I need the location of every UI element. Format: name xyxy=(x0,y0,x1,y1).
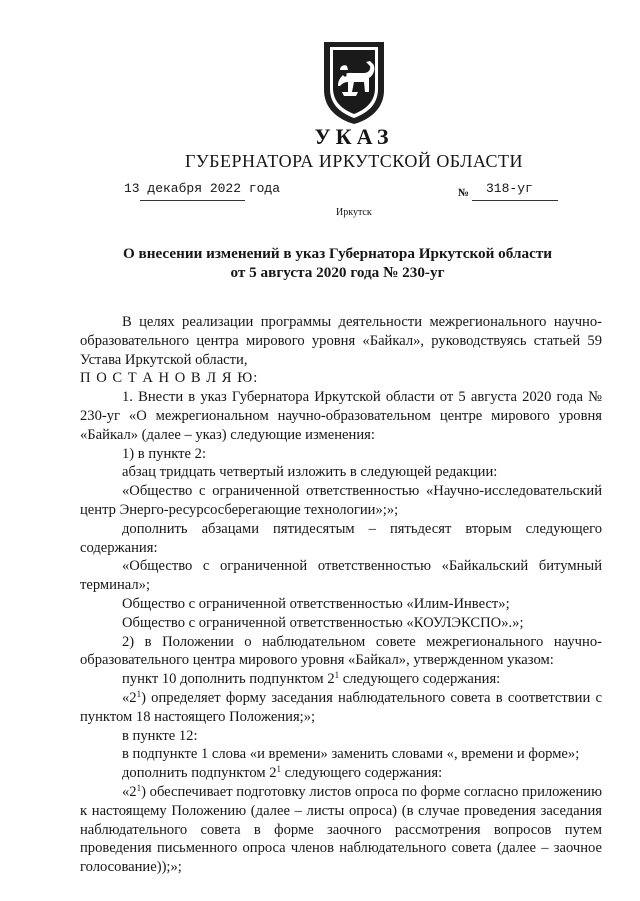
document-number: 318-уг xyxy=(486,181,533,196)
city-name: Иркутск xyxy=(336,207,372,218)
date-underline xyxy=(140,200,245,201)
paragraph-text: дополнить абзацами пятидесятым – пятьдесят вторым следующего содержания: xyxy=(80,520,602,556)
superscript: 1 xyxy=(136,782,142,793)
text-fragment: следующего содержания: xyxy=(281,765,443,782)
paragraph-text: абзац тридцать четвертый изложить в следующей редакции: xyxy=(122,464,498,481)
number-sign: № xyxy=(458,187,470,199)
paragraph-resolve: П О С Т А Н О В Л Я Ю: xyxy=(80,370,259,387)
paragraph-preamble: В целях реализации программы деятельности межрегионального научно-образовательного центра мирового уровня «Байкал», руководствуясь статьей 59 Устава Иркутской области, xyxy=(80,314,602,368)
paragraph-quote: «Общество с ограниченной ответственностью «Научно-исследовательский центр Энерго-ресурсосберегающие технологии»;»; xyxy=(80,483,602,518)
text-fragment: пункт 10 дополнить подпунктом 2 xyxy=(122,671,335,688)
paragraph-text: Общество с ограниченной ответственностью «Илим-Инвест»; xyxy=(122,595,510,612)
paragraph-text: в подпункте 1 слова «и времени» заменить словами «, времени и форме»; xyxy=(122,746,580,763)
paragraph-text xyxy=(80,764,602,783)
document-type-title: УКАЗ xyxy=(314,124,394,149)
superscript: 1 xyxy=(136,688,142,699)
paragraph-quote xyxy=(80,783,602,877)
text-fragment: «2 xyxy=(122,689,137,706)
paragraph-quote: «Общество с ограниченной ответственностью «Байкальский битумный терминал»; xyxy=(80,558,602,594)
superscript: 1 xyxy=(276,764,282,775)
paragraph-item-1: 1. Внести в указ Губернатора Иркутской области от 5 августа 2020 года № 230-уг «О межрегиональном научно-образовательном центре мирового уровня «Байкал» (далее – указ) следующие изменения: xyxy=(80,389,602,443)
paragraph-text: в пункте 12: xyxy=(122,727,198,744)
paragraph-quote xyxy=(80,689,602,727)
superscript: 1 xyxy=(334,670,340,681)
paragraph-subitem-2: 2) в Положении о наблюдательном совете межрегионального научно-образовательного центра мирового уровня «Байкал», утвержденном указом: xyxy=(80,633,602,669)
paragraph-subitem-1: 1) в пункте 2: xyxy=(122,445,207,462)
number-underline xyxy=(472,200,558,201)
issuer-title: ГУБЕРНАТОРА ИРКУТСКОЙ ОБЛАСТИ xyxy=(184,151,524,171)
text-fragment: «2 xyxy=(122,783,137,800)
document-heading-line-2: от 5 августа 2020 года № 230-уг xyxy=(230,264,445,281)
text-fragment: дополнить подпунктом 2 xyxy=(122,765,277,782)
text-fragment: ) определяет форму заседания наблюдательного совета в соответствии с пунктом 18 настоящего Положения;»; xyxy=(80,689,602,725)
document-date: 13 декабря 2022 года xyxy=(124,181,281,196)
document-heading-line-1: О внесении изменений в указ Губернатора Иркутской области xyxy=(122,245,553,262)
paragraph-text: Общество с ограниченной ответственностью «КОУЛЭКСПО».»; xyxy=(122,614,524,631)
coat-of-arms-icon xyxy=(318,40,390,126)
document-body xyxy=(80,313,602,877)
paragraph-text xyxy=(80,670,602,689)
text-fragment: ) обеспечивает подготовку листов опроса по форме согласно приложению к настоящему Положению (далее – листы опроса) (в случае проведения заседания наблюдательного совета в форме заочного рассмотрения вопросов путем проведения письменного опроса членов наблюдательного совета (далее – заочное голосование));»; xyxy=(80,783,602,876)
text-fragment: следующего содержания: xyxy=(339,671,501,688)
